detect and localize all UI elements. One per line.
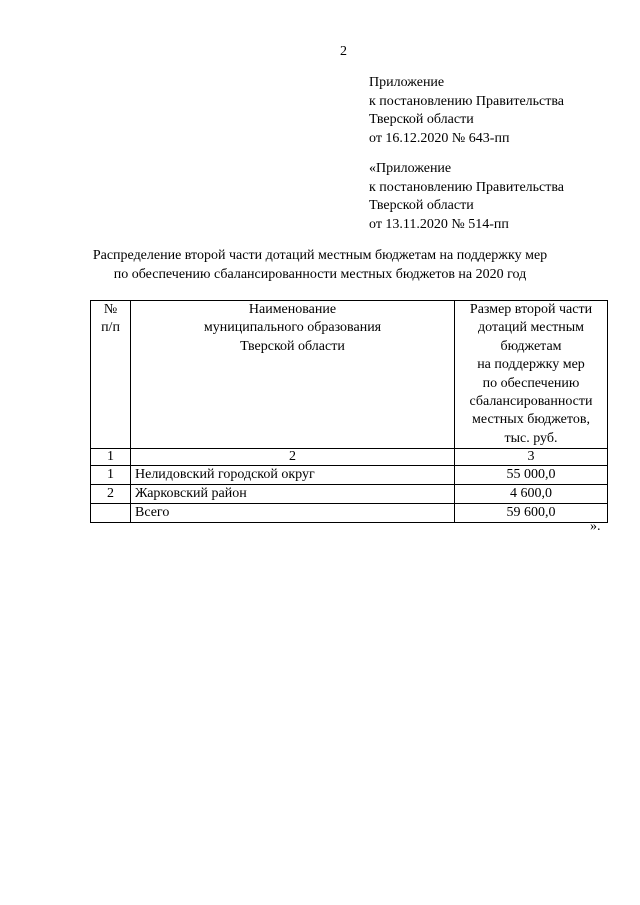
table-header-row	[91, 301, 608, 449]
appendix-line: от 13.11.2020 № 514-пп	[369, 216, 509, 232]
subsidy-amount: 4 600,0	[455, 485, 608, 504]
header-text: сбалансированности	[469, 394, 593, 410]
municipality-name: Нелидовский городской округ	[131, 466, 455, 485]
header-text: муниципального образования	[203, 320, 382, 336]
header-cell-name	[131, 301, 455, 449]
header-text: бюджетам	[500, 338, 562, 354]
appendix-line: к постановлению Правительства	[369, 179, 565, 195]
row-number: 1	[91, 466, 131, 485]
column-number: 2	[131, 449, 455, 466]
appendix-line: Тверской области	[369, 112, 474, 127]
title-line: Распределение второй части дотаций местным бюджетам на поддержку мер	[92, 248, 548, 263]
header-cell-size	[455, 301, 608, 449]
closing-quote-mark: ».	[590, 519, 601, 534]
header-text: п/п	[101, 320, 120, 336]
header-text: №	[103, 302, 118, 317]
column-number-row	[91, 449, 608, 466]
title-line: по обеспечению сбалансированности местных бюджетов на 2020 год	[113, 266, 527, 282]
document-title	[60, 247, 580, 284]
distribution-table	[90, 300, 608, 523]
header-text: на поддержку мер	[477, 357, 585, 373]
header-text: дотаций местным	[478, 320, 584, 336]
header-cell-number	[91, 301, 131, 449]
column-number: 1	[91, 449, 131, 466]
header-text: Размер второй части	[469, 302, 593, 317]
original-appendix-header	[369, 160, 564, 234]
row-number	[91, 504, 131, 523]
table-row	[91, 466, 608, 485]
header-text: по обеспечению	[482, 375, 580, 391]
total-row	[91, 504, 608, 523]
header-text: тыс. руб.	[504, 430, 558, 446]
appendix-line: Тверской области	[369, 198, 474, 213]
page-number: 2	[340, 44, 347, 59]
row-number: 2	[91, 485, 131, 504]
appendix-line: Приложение	[369, 75, 445, 90]
municipality-name: Жарковский район	[131, 485, 455, 504]
header-text: местных бюджетов,	[472, 412, 590, 428]
total-label: Всего	[131, 504, 455, 523]
header-text: Тверской области	[240, 338, 345, 354]
column-number: 3	[455, 449, 608, 466]
total-amount: 59 600,0	[455, 504, 608, 523]
subsidy-amount: 55 000,0	[455, 466, 608, 485]
table-row	[91, 485, 608, 504]
header-text: Наименование	[248, 302, 337, 317]
appendix-line: от 16.12.2020 № 643-пп	[369, 130, 510, 146]
appendix-line: «Приложение	[369, 161, 452, 176]
appendix-header	[369, 74, 564, 148]
appendix-line: к постановлению Правительства	[369, 93, 565, 109]
